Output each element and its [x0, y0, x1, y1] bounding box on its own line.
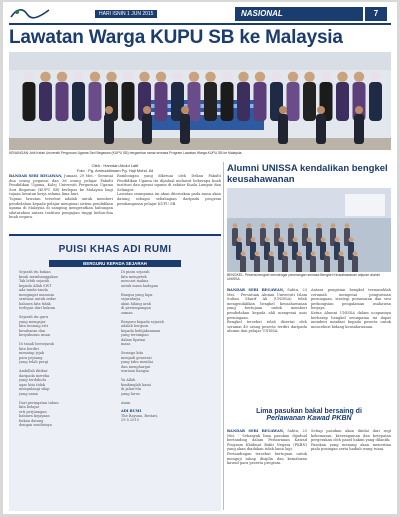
person-figure: [296, 256, 302, 272]
person-head: [275, 223, 280, 228]
poem-line: sejarahnya: [121, 297, 141, 301]
person-head: [345, 223, 350, 228]
person-head: [317, 106, 325, 114]
poem-line: Di pintu sejarah: [121, 270, 150, 274]
header-rule: [9, 23, 391, 25]
person-head: [271, 72, 281, 82]
person-head: [255, 251, 260, 256]
person-head: [143, 106, 151, 114]
poem-line: kita mengetuk: [121, 274, 147, 279]
person-head: [205, 72, 215, 82]
poem-line: yang tersimpan: [121, 333, 149, 337]
poem-line: agar kita tidak: [19, 382, 46, 387]
poem-line: Bangsa yang lupa: [121, 292, 153, 297]
poem-line: daripada mereka: [19, 373, 50, 378]
text-column: [9, 174, 113, 232]
person-figure: [316, 114, 326, 144]
poem-line: kisah membanggakan: [19, 274, 58, 279]
text-column: [311, 429, 391, 511]
poem-line: masa: [121, 342, 131, 346]
article-credits: [9, 163, 221, 173]
author-line: Oleh : Hamdan Abdul Latif: [91, 163, 139, 168]
poem-line: erti perjuangan: [19, 409, 47, 414]
poem-line: sentiasa untuk sedar: [19, 297, 56, 301]
poem-line: ada tanda-tanda: [19, 288, 48, 292]
group-photo: [9, 52, 391, 150]
paragraph: Pertandingan tersebut bertujuan untuk menguji tahap disiplin dan kemahiran kawad para peserta program.: [227, 451, 307, 466]
person-figure: [56, 82, 69, 121]
person-head: [251, 237, 256, 242]
poem-line: warisan bangsa: [121, 369, 149, 373]
person-head: [354, 72, 364, 82]
poem-line: mengingat manusia: [19, 292, 55, 297]
workshop-photo: [227, 188, 391, 272]
poem-line: kepada Allah SWT: [19, 283, 52, 288]
paragraph: Tujuan lawatan tersebut adalah untuk memberi pendedahan kepada pelajar mengenai sistem pendidikan ugama di Malaysia di samping mengeratkan hubungan silaturahim antara institusi pengajian tinggi kedua-dua buah negara.: [9, 196, 113, 220]
person-figure: [268, 256, 274, 272]
person-head: [105, 106, 113, 114]
paragraph: Pasukan yang menang akan menerima piala pusingan serta hadiah wang tunai.: [311, 442, 391, 452]
person-figure: [23, 82, 36, 121]
paragraph: Sabtu, 23 Mei. - Persatuan Alumni Universiti Islam Sultan Sharif Ali (UNISSA) telah mengendalikan bengkel keusahawanan yang bertujuan untuk memberi pendedahan kepada ahli mengenai asas perniagaan.: [227, 288, 307, 320]
person-head: [247, 223, 252, 228]
person-figure: [336, 82, 349, 121]
poem-body: [19, 270, 213, 510]
poem-line: dan menghargai: [121, 364, 151, 369]
person-figure: [155, 82, 168, 121]
person-head: [73, 72, 83, 82]
person-head: [307, 237, 312, 242]
person-head: [288, 72, 298, 82]
page-number: 7: [365, 7, 387, 21]
paragraph: Antara pengisian bengkel termasuklah ceramah mengenai pengurusan perniagaan, strategi pemasaran dan sesi perkongsian pengalaman usahawan berjaya.: [311, 288, 391, 311]
poem-line: yang mengajar: [19, 319, 46, 324]
person-head: [241, 251, 246, 256]
poem-lines: [121, 270, 213, 405]
person-figure: [237, 82, 250, 121]
article-body: [227, 429, 391, 511]
poem-line: Tak lebih sejarah: [19, 279, 50, 283]
person-figure: [122, 82, 135, 121]
poem-box: [9, 234, 221, 511]
poem-line: mencari makna: [121, 279, 149, 283]
person-figure: [240, 256, 246, 272]
issue-date: HARI ISNIN 1 JUN 2015: [95, 10, 157, 18]
poem-line: yang telah pergi: [19, 360, 49, 364]
poem-line: Ya Allah: [121, 378, 136, 382]
paragraph: Ketua Alumni UNISSA dalam ucapannya berharap bengkel seumpama ini dapat memberi manfaat kepada peserta untuk menceburi bidang keusahawanan.: [311, 310, 391, 329]
person-head: [222, 72, 232, 82]
person-figure: [338, 256, 344, 272]
section-title: NASIONAL: [235, 7, 363, 21]
person-head: [289, 223, 294, 228]
person-figure: [221, 82, 234, 121]
poem-line: di jalan-Mu: [121, 387, 142, 391]
poem-line: kepada kebijaksanaan: [121, 328, 161, 333]
poem-line: kita belajar: [19, 405, 40, 409]
poem-date: 29.5.2015: [121, 418, 139, 422]
person-head: [233, 223, 238, 228]
person-head: [237, 237, 242, 242]
poem-line: dalam lipatan: [121, 337, 146, 342]
poem-line: akan hilang arah: [121, 301, 151, 306]
text-column: [227, 429, 307, 511]
paragraph: Rombongan yang diketuai oleh Dekan Fakulti Pendidikan Ugama itu dijadual melawat beberapa buah institusi dan agensi ugama di sekitar Kuala Lumpur dan Selangor.: [117, 174, 221, 192]
poem-subtitle: BERGURU KEPADA SEJARAH: [49, 260, 181, 267]
person-figure: [278, 114, 288, 144]
poem-line: yang lurus: [121, 391, 140, 396]
article-body: [9, 174, 221, 232]
person-figure: [310, 256, 316, 272]
person-head: [172, 72, 182, 82]
article-headline: [227, 408, 391, 422]
person-head: [304, 72, 314, 82]
person-head: [189, 72, 199, 82]
person-figure: [180, 114, 190, 144]
poem-line: bukan datang: [19, 418, 44, 423]
person-head: [265, 237, 270, 242]
paragraph: Jumaat, 29 Mei. - Seramai dua orang pegawai dan 36 orang pelajar Fakulti Pendidikan Ugama, Kolej Universiti Perguruan Ugama Seri Begawan (KUPU SB) berlepas ke Malaysia bagi tujuan lawatan kerja selama lima hari.: [9, 174, 113, 197]
poem-column: [121, 270, 213, 510]
main-headline: Lawatan Warga KUPU SB ke Malaysia: [9, 27, 343, 48]
person-head: [24, 72, 34, 82]
headline-line: Lima pasukan bakal bersaing di: [256, 408, 362, 415]
poem-line: kesyukuran insan: [19, 333, 51, 337]
person-figure: [142, 114, 152, 144]
poem-line: Dari peringatan tahun: [19, 400, 59, 405]
poem-line: menatap jejak: [19, 351, 45, 355]
person-figure: [204, 82, 217, 121]
poem-line: Ambillah iktibar: [19, 369, 48, 373]
person-figure: [39, 82, 52, 121]
person-head: [123, 72, 133, 82]
poem-place: The Rayuna, Bestari,: [121, 413, 159, 418]
person-head: [355, 106, 363, 114]
poem-line: Sejarah itu guru: [19, 315, 49, 319]
person-head: [57, 72, 67, 82]
poem-line: mengulangi silap: [19, 387, 50, 391]
dateline: BANDAR SERI BEGAWAN,: [9, 174, 63, 178]
person-head: [106, 72, 116, 82]
person-figure: [89, 82, 102, 121]
person-head: [317, 223, 322, 228]
person-head: [303, 223, 308, 228]
newspaper-logo-icon: [9, 6, 51, 20]
poem-line: Berguru kepada sejarah: [121, 319, 164, 324]
person-head: [349, 237, 354, 242]
person-head: [311, 251, 316, 256]
person-head: [321, 72, 331, 82]
paragraph: Sabtu, 23 Mei. - Sebanyak lima pasukan dijadual bertanding dalam Perlawanan Kawad Program Khidmat Bakti Negara (PKBN) yang akan diadakan tidak lama lagi.: [227, 429, 307, 452]
person-figure: [369, 82, 382, 121]
person-head: [325, 251, 330, 256]
person-head: [337, 72, 347, 82]
poem-line: dengan sendirinya: [19, 423, 52, 427]
page-header: [3, 2, 397, 24]
headline-line: Perlawanan Kawad PKBN: [266, 415, 352, 422]
column-divider: [223, 162, 224, 510]
person-head: [353, 251, 358, 256]
person-head: [321, 237, 326, 242]
person-head: [181, 106, 189, 114]
poem-line: bimbinglah kami: [121, 382, 151, 387]
person-figure: [72, 82, 85, 121]
poem-author: ADI RUMI: [121, 409, 142, 413]
poem-line: di persimpangan: [121, 306, 151, 310]
article-headline: Alumni UNISSA kendalikan bengkel keusahawanan: [227, 163, 388, 185]
dateline: BANDAR SERI BEGAWAN,: [227, 429, 285, 433]
photo-caption: KENANGAN: Ahli Kelab Universiti Perguruan Ugama Seri Begawan (KUPU SB) bergambar ramai semasa Program Lawatan Warga KUPU SB ke Malaysia.: [9, 151, 243, 155]
person-head: [156, 72, 166, 82]
person-head: [370, 72, 380, 82]
person-figure: [303, 82, 316, 121]
poem-line: yang tahu menilai: [121, 360, 153, 364]
projector-screen: [345, 194, 385, 216]
poem-title: PUISI KHAS ADI RUMI: [58, 244, 172, 255]
person-figure: [254, 256, 260, 272]
poem-line: menjadi generasi: [121, 355, 152, 360]
person-head: [255, 72, 265, 82]
text-column: [117, 174, 221, 232]
text-column: [227, 288, 307, 404]
person-head: [279, 106, 287, 114]
poem-line: Sejarah itu bukan: [19, 270, 51, 274]
poem-line: kita berdiri: [19, 346, 39, 351]
poem-line: bahawa kita tidak: [19, 301, 51, 306]
article-body: [227, 288, 391, 404]
person-head: [90, 72, 100, 82]
poem-line: Amin: [121, 400, 131, 405]
poem-line: bahawa kejayaan: [19, 414, 50, 418]
newspaper-page: [3, 2, 397, 514]
person-head: [40, 72, 50, 82]
person-figure: [188, 82, 201, 121]
person-figure: [287, 82, 300, 121]
paragraph: Setiap pasukan akan dinilai dari segi kekemasan, keseragaman dan ketepatan pergerakan oleh panel hakim yang dilantik.: [311, 429, 391, 443]
person-head: [283, 251, 288, 256]
person-head: [339, 251, 344, 256]
poem-line: zaman: [121, 310, 133, 315]
workshop-illustration: [227, 188, 391, 272]
dateline: BANDAR SERI BEGAWAN,: [227, 288, 285, 292]
person-head: [269, 251, 274, 256]
person-figure: [104, 114, 114, 144]
person-head: [139, 72, 149, 82]
poem-line: adalah berguru: [121, 324, 149, 328]
paragraph: Bengkel tersebut telah disertai oleh seramai 40 orang peserta terdiri daripada alumni dan pelajar UNISSA.: [227, 320, 307, 334]
person-figure: [352, 256, 358, 272]
poem-line: Di tanah bersejarah: [19, 342, 55, 346]
poem-line: terlepas dari hukum: [19, 306, 56, 310]
person-head: [261, 223, 266, 228]
photographer-line: Foto : Pg. Amiruddinsam Pg. Haji Mohd. Ali: [76, 168, 154, 174]
poem-line: kesabaran dan: [19, 328, 46, 333]
person-head: [293, 237, 298, 242]
poem-line: kita tentang erti: [19, 324, 48, 328]
poem-line: Semoga kita: [121, 351, 144, 355]
poem-line: para pejuang: [19, 355, 43, 360]
text-column: [311, 288, 391, 404]
person-head: [297, 251, 302, 256]
poem-line: yang sama: [19, 391, 38, 396]
person-figure: [282, 256, 288, 272]
person-figure: [324, 256, 330, 272]
photo-caption: BENGKEL: Peserta bengkel mendengar penerangan semasa Bengkel Keusahawanan anjuran alumni UNISSA.: [227, 273, 381, 282]
person-figure: [254, 82, 267, 121]
poem-column: [19, 270, 111, 510]
group-photo-illustration: [9, 52, 391, 150]
person-head: [279, 237, 284, 242]
person-head: [335, 237, 340, 242]
paragraph: Lawatan seumpama ini akan diteruskan pada masa akan datang sebagai sebahagian daripada program pembangunan pelajar KUPU SB.: [117, 192, 221, 206]
person-head: [238, 72, 248, 82]
poem-line: untuk masa hadapan: [121, 283, 159, 288]
poem-line: yang terdahulu: [19, 378, 47, 382]
person-figure: [354, 114, 364, 144]
person-head: [331, 223, 336, 228]
